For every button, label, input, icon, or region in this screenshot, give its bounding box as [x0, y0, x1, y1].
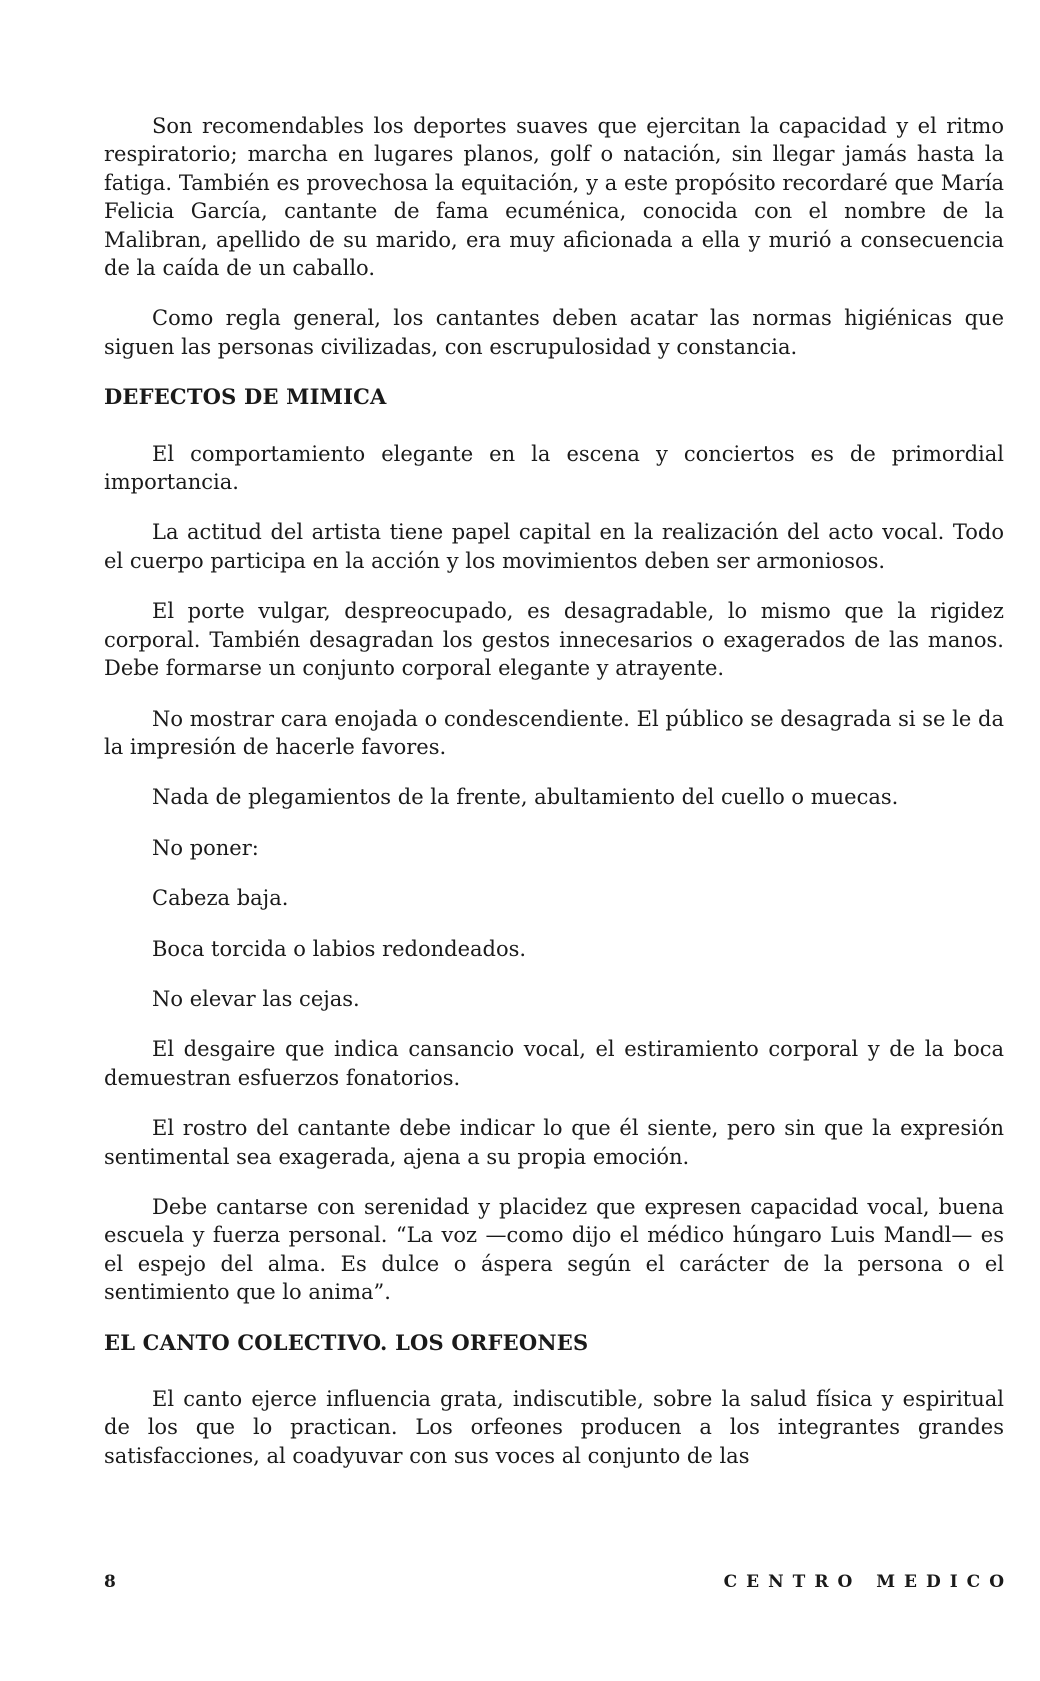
paragraph: El comportamiento elegante en la escena y conciertos es de primordial importancia. [104, 441, 1004, 495]
paragraph: El canto ejerce influencia grata, indiscutible, sobre la salud física y espiritual de los que lo practican. Los orfeones producen a los integrantes grandes satisfacciones, al coadyuvar con sus voces al conjunto de las [104, 1387, 1004, 1468]
paragraph: Cabeza baja. [152, 886, 289, 911]
paragraph: Como regla general, los cantantes deben acatar las normas higiénicas que siguen las personas civilizadas, con escrupulosidad y constancia. [104, 306, 1004, 359]
paragraph: La actitud del artista tiene papel capital en la realización del acto vocal. Todo el cuerpo participa en la acción y los movimientos deben ser armoniosos. [104, 520, 1004, 573]
section-heading: EL CANTO COLECTIVO. LOS ORFEONES [104, 1329, 589, 1355]
section-heading: DEFECTOS DE MIMICA [104, 384, 387, 410]
paragraph: No mostrar cara enojada o condescendiente. El público se desagrada si se le da la impresión de hacerle favores. [104, 706, 1004, 759]
paragraph: Son recomendables los deportes suaves que ejercitan la capacidad y el ritmo respiratorio; marcha en lugares planos, golf o natación, sin llegar jamás hasta la fatiga. También es provechosa la equitación, y a este propósito recordaré que María Felicia García, cantante de fama ecuménica, conocida con el nombre de la Malibran, apellido de su marido, era muy aficionada a ella y murió a consecuencia de la caída de un caballo. [104, 114, 1004, 281]
running-title: CENTRO MEDICO [723, 1572, 1013, 1592]
paragraph: El rostro del cantante debe indicar lo que él siente, pero sin que la expresión sentimental sea exagerada, ajena a su propia emoción. [104, 1116, 1004, 1169]
paragraph: Nada de plegamientos de la frente, abultamiento del cuello o muecas. [152, 785, 899, 810]
paragraph: Debe cantarse con serenidad y placidez que expresen capacidad vocal, buena escuela y fuerza personal. “La voz —como dijo el médico húngaro Luis Mandl— es el espejo del alma. Es dulce o áspera según el carácter de la persona o el sentimiento que lo anima”. [104, 1194, 1004, 1305]
paragraph: El desgaire que indica cansancio vocal, el estiramiento corporal y de la boca demuestran esfuerzos fonatorios. [104, 1037, 1004, 1090]
paragraph: El porte vulgar, despreocupado, es desagradable, lo mismo que la rigidez corporal. También desagradan los gestos innecesarios o exagerados de las manos. Debe formarse un conjunto corporal elegante y atrayente. [104, 599, 1004, 681]
page-footer [104, 1572, 1013, 1592]
paragraph: Boca torcida o labios redondeados. [152, 936, 527, 961]
page-body [104, 112, 1004, 1492]
paragraph: No poner: [152, 835, 259, 860]
page-number: 8 [104, 1572, 116, 1592]
paragraph: No elevar las cejas. [152, 986, 360, 1011]
